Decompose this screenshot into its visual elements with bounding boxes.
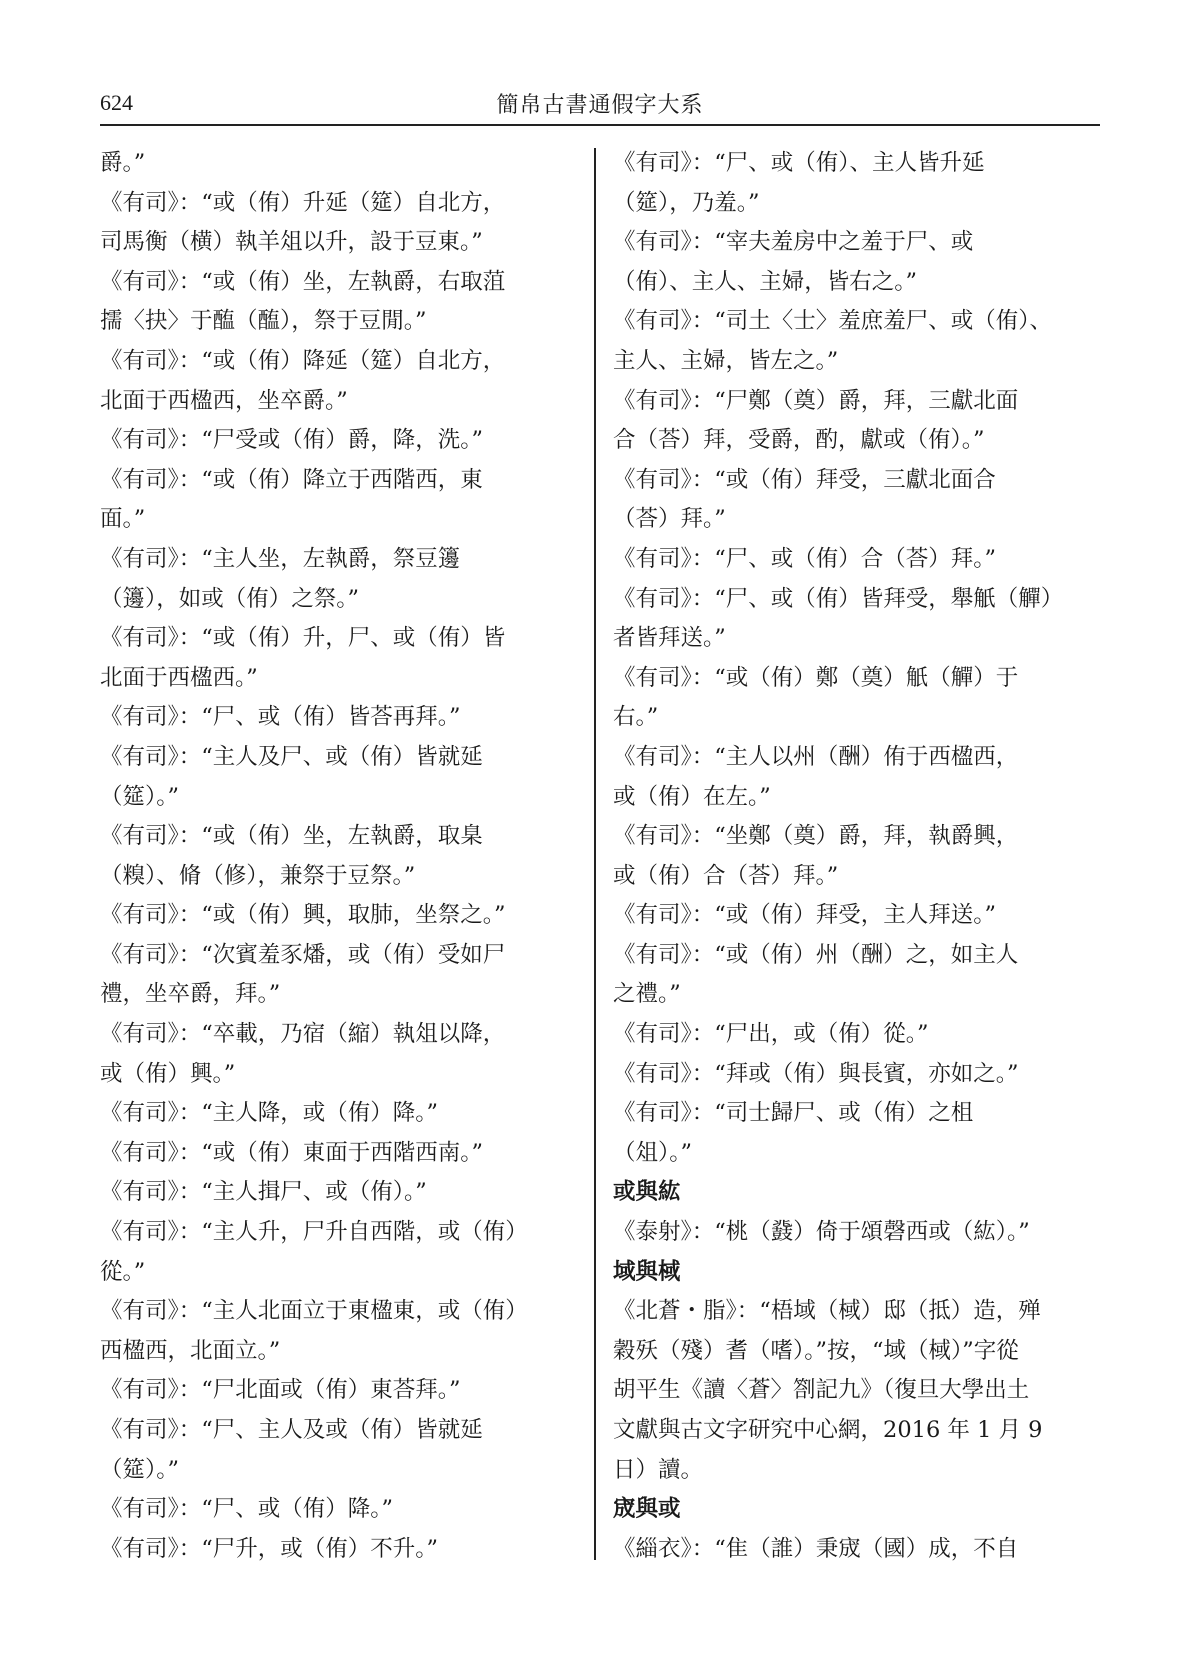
text-line: 禮，坐卒爵，拜。” (100, 981, 281, 1008)
text-line: 《有司》：“或（侑）降延（筵）自北方， (100, 347, 506, 374)
text-line: 《有司》：“尸、或（侑）降。” (100, 1496, 394, 1523)
text-line: 《緇衣》：“隹（誰）秉宬（國）成，不自 (613, 1535, 1019, 1562)
text-line: （荅）拜。” (613, 506, 726, 533)
text-line: 西楹西，北面立。” (100, 1337, 281, 1364)
text-line: （筵）。” (100, 1456, 180, 1483)
right-column (613, 144, 1100, 1569)
text-line: 《有司》：“尸、或（侑）、主人皆升延 (613, 150, 985, 176)
text-line: （筵），乃羞。” (613, 189, 760, 216)
page-header (100, 84, 1100, 126)
text-line: 《有司》：“主人降，或（侑）降。” (100, 1100, 439, 1127)
text-line: 《有司》：“或（侑）州（酬）之，如主人 (613, 941, 1019, 968)
text-line: 《有司》：“司土〈士〉羞庶羞尸、或（侑）、 (613, 308, 1053, 335)
text-line: 胡平生《讀〈蒼〉劄記九》（復旦大學出土 (613, 1377, 1030, 1404)
page-number: 624 (100, 90, 133, 115)
text-line: 《有司》：“主人升，尸升自西階，或（侑） (100, 1219, 528, 1246)
text-line: 《有司》：“尸鄭（奠）爵，拜，三獻北面 (613, 387, 1019, 414)
text-line: 《有司》：“尸北面或（侑）東荅拜。” (100, 1377, 461, 1404)
text-line: 之禮。” (613, 981, 681, 1008)
text-line: 《有司》：“尸升，或（侑）不升。” (100, 1535, 439, 1562)
text-line: 擩〈抉〉于醢（醢），祭于豆閒。” (100, 308, 427, 335)
text-line: 或（侑）興。” (100, 1060, 236, 1087)
text-line: 司馬衡（横）執羊俎以升，設于豆東。” (100, 229, 483, 256)
text-line: 《有司》：“尸、主人及或（侑）皆就延 (100, 1417, 483, 1443)
text-line: 《有司》：“或（侑）降立于西階西，東 (100, 466, 483, 493)
text-line: （糗）、脩（修），兼祭于豆祭。” (100, 862, 416, 889)
text-line: 《有司》：“或（侑）鄭（奠）觗（觶）于 (613, 664, 1019, 691)
text-line: 穀殀（殘）耆（嗜）。”按，“域（棫）”字從 (613, 1337, 1019, 1364)
text-line: 《北蒼・脂》：“梧域（棫）邸（抵）造，殚 (613, 1298, 1041, 1325)
text-line: 《有司》：“主人北面立于東楹東，或（侑） (100, 1298, 528, 1325)
text-line: 合（荅）拜，受爵，酌，獻或（侑）。” (613, 427, 985, 454)
left-column (100, 144, 570, 1569)
text-line: 右。” (613, 704, 659, 731)
text-line: 主人、主婦，皆左之。” (613, 347, 839, 374)
text-line: 從。” (100, 1258, 146, 1285)
text-line: 《有司》：“或（侑）坐，左執爵，右取菹 (100, 268, 506, 295)
text-line: 面。” (100, 506, 146, 533)
text-line: 或（侑）在左。” (613, 783, 771, 810)
text-line: 《有司》：“或（侑）坐，左執爵，取臬 (100, 823, 483, 850)
entry-heading: 或與紘 (613, 1179, 681, 1206)
text-line: 《有司》：“坐鄭（奠）爵，拜，執爵興， (613, 823, 1019, 850)
text-line: （籩），如或（侑）之祭。” (100, 585, 360, 612)
text-line: 或（侑）合（荅）拜。” (613, 862, 839, 889)
text-line: （筵）。” (100, 783, 180, 810)
text-line: 《有司》：“或（侑）升延（筵）自北方， (100, 189, 506, 216)
text-line: 《有司》：“主人揖尸、或（侑）。” (100, 1179, 427, 1206)
text-line: 《有司》：“尸受或（侑）爵，降，洗。” (100, 427, 484, 454)
text-line: 《有司》：“司士歸尸、或（侑）之柤 (613, 1100, 974, 1127)
entry-heading: 宬與或 (613, 1496, 681, 1523)
text-line: （俎）。” (613, 1139, 693, 1166)
text-line: 《有司》：“次賓羞豕燔，或（侑）受如尸 (100, 941, 506, 968)
text-line: 文獻與古文字研究中心網，2016 年 1 月 9 (613, 1417, 1043, 1443)
text-line: 北面于西楹西。” (100, 664, 258, 691)
text-line: 《有司》：“或（侑）升，尸、或（侑）皆 (100, 625, 506, 652)
text-line: 《有司》：“主人以州（酬）侑于西楹西， (613, 743, 1019, 770)
text-line: （侑）、主人、主婦，皆右之。” (613, 268, 918, 295)
text-line: 《有司》：“尸、或（侑）合（荅）拜。” (613, 545, 997, 572)
text-line: 《有司》：“拜或（侑）與長賓，亦如之。” (613, 1060, 1019, 1087)
text-line: 《有司》：“主人及尸、或（侑）皆就延 (100, 743, 483, 770)
text-line: 《有司》：“或（侑）興，取肺，坐祭之。” (100, 902, 506, 929)
book-title: 簡帛古書通假字大系 (496, 93, 704, 118)
text-line: 者皆拜送。” (613, 625, 726, 652)
text-line: 《泰射》：“桃（鼗）倚于頌磬西或（紘）。” (613, 1219, 1030, 1246)
text-line: 《有司》：“尸、或（侑）皆荅再拜。” (100, 704, 461, 731)
text-line: 《有司》：“宰夫羞房中之羞于尸、或 (613, 229, 974, 256)
text-line: 《有司》：“尸、或（侑）皆拜受，舉觗（觶） (613, 585, 1064, 612)
text-line: 《有司》：“尸出，或（侑）從。” (613, 1021, 929, 1048)
text-line: 日）讀。 (613, 1456, 704, 1483)
text-line: 《有司》：“或（侑）拜受，主人拜送。” (613, 902, 997, 929)
text-line: 《有司》：“卒載，乃宿（縮）執俎以降， (100, 1021, 506, 1048)
column-divider (594, 148, 596, 1560)
text-line: 爵。” (100, 150, 146, 176)
text-line: 《有司》：“主人坐，左執爵，祭豆籩 (100, 545, 461, 572)
text-line: 《有司》：“或（侑）東面于西階西南。” (100, 1139, 484, 1166)
text-line: 《有司》：“或（侑）拜受，三獻北面合 (613, 466, 996, 493)
text-line: 北面于西楹西，坐卒爵。” (100, 387, 348, 414)
entry-heading: 域與棫 (613, 1258, 681, 1285)
